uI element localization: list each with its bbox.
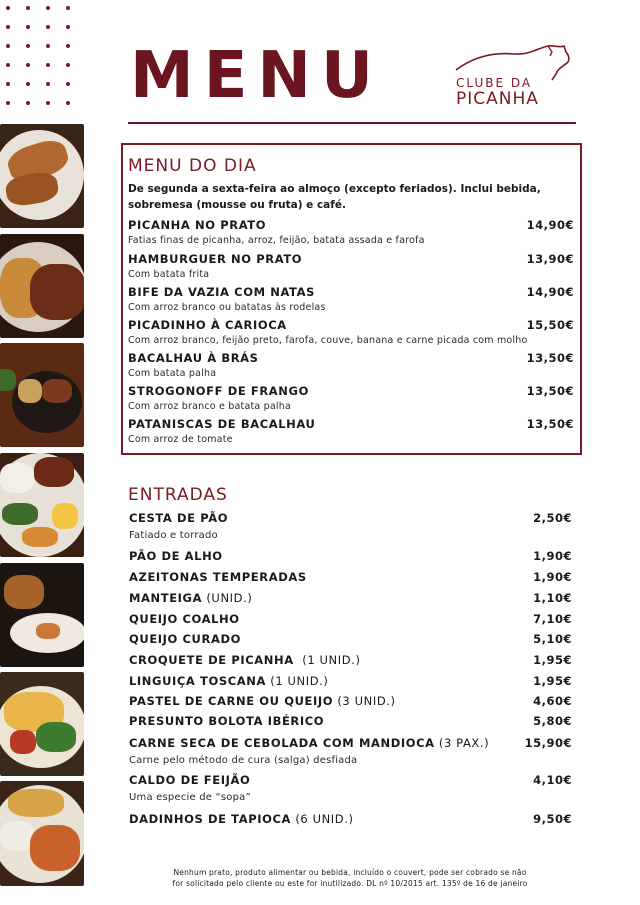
logo-text-line2: PICANHA [456,89,539,109]
legal-footer [150,867,550,889]
menu-do-dia-item-price: 13,50€ [526,384,574,398]
clube-da-picanha-logo [452,44,582,110]
entradas-item-title: LINGUIÇA TOSCANA [129,674,266,688]
pattern-dot [6,101,10,105]
menu-do-dia-item-price: 13,90€ [526,252,574,266]
entradas-item-description: Uma especie de “sopa” [129,792,251,803]
entradas-item-title: CESTA DE PÃO [129,511,229,525]
menu-do-dia-item-description: Com batata frita [128,269,210,280]
pattern-dot [66,63,70,67]
pattern-dot [26,25,30,29]
pattern-dot [46,25,50,29]
menu-do-dia-item-description: Com arroz branco, feijão preto, farofa, couve, banana e carne picada com molho [128,335,528,346]
entradas-item-title: PÃO DE ALHO [129,549,223,563]
pattern-dot [46,44,50,48]
pattern-dot [66,82,70,86]
menu-do-dia-item-description: Com arroz branco ou batatas às rodelas [128,302,326,313]
menu-do-dia-intro: De segunda a sexta-feira ao almoço (excepto feriados). Inclui bebida, sobremesa (mousse ou fruta) e café. [128,183,541,211]
footer-line-1: Nenhum prato, produto alimentar ou bebida, incluído o couvert, pode ser cobrado se não [173,868,527,877]
pattern-dot [46,6,50,10]
pattern-dot [66,44,70,48]
pattern-dot [46,101,50,105]
entradas-item-price: 9,50€ [533,812,572,826]
menu-do-dia-item-name: PICANHA NO PRATO [128,218,267,232]
entradas-item-title: QUEIJO CURADO [129,632,241,646]
entradas-item-price: 1,90€ [533,549,572,563]
entradas-item-price: 5,10€ [533,632,572,646]
entradas-item-title: PASTEL DE CARNE OU QUEIJO [129,694,334,708]
menu-do-dia-item-price: 14,90€ [526,285,574,299]
food-photo-toast [0,124,84,228]
pattern-dot [66,101,70,105]
entradas-item-price: 2,50€ [533,511,572,525]
pattern-dot [46,63,50,67]
entradas-item-price: 1,90€ [533,570,572,584]
entradas-item-price: 4,60€ [533,694,572,708]
entradas-item-name [129,653,361,667]
footer-line-2: for solicitado pelo cliente ou este for inutilizado. DL nº 10/2015 art. 135º de 16 de janeiro [172,879,528,888]
entradas-item-name [129,612,240,626]
pattern-dot [6,6,10,10]
entradas-item-name [129,736,489,750]
food-photo-feijoada [0,343,84,447]
menu-do-dia-item-description: Fatias finas de picanha, arroz, feijão, batata assada e farofa [128,235,425,246]
pattern-dot [26,63,30,67]
entradas-item-quantity: (3 PAX.) [434,736,490,750]
entradas-item-name [129,674,329,688]
entradas-item-title: QUEIJO COALHO [129,612,240,626]
entradas-item-name [129,570,307,584]
pattern-dot [6,25,10,29]
entradas-item-title: CARNE SECA DE CEBOLADA COM MANDIOCA [129,736,435,750]
entradas-item-title: CALDO DE FEIJÃO [129,773,251,787]
entradas-item-price: 1,10€ [533,591,572,605]
entradas-item-title: AZEITONAS TEMPERADAS [129,570,307,584]
dot-pattern [6,6,86,106]
menu-do-dia-item-name: HAMBURGUER NO PRATO [128,252,303,266]
entradas-item-title: PRESUNTO BOLOTA IBÉRICO [129,714,325,728]
entradas-item-quantity: (UNID.) [202,591,253,605]
menu-do-dia-item-description: Com arroz branco e batata palha [128,401,291,412]
section-title-entradas: ENTRADAS [128,485,228,505]
entradas-item-name [129,694,396,708]
entradas-item-quantity: (1 UNID.) [293,653,361,667]
entradas-item-price: 5,80€ [533,714,572,728]
food-photo-strogonoff [0,781,84,886]
entradas-item-price: 4,10€ [533,773,572,787]
entradas-item-title: MANTEIGA [129,591,203,605]
menu-do-dia-item-price: 14,90€ [526,218,574,232]
pattern-dot [66,6,70,10]
entradas-item-description: Carne pelo método de cura (salga) desfiada [129,755,358,766]
entradas-item-quantity: (6 UNID.) [291,812,354,826]
food-photo-meat-fries [0,234,84,338]
entradas-item-quantity: (1 UNID.) [266,674,329,688]
pattern-dot [26,44,30,48]
menu-do-dia-item-name: BACALHAU À BRÁS [128,351,259,365]
pattern-dot [26,82,30,86]
entradas-item-name [129,812,354,826]
title-divider [128,122,576,124]
food-photo-croquettes [0,563,84,667]
pattern-dot [46,82,50,86]
entradas-item-title: DADINHOS DE TAPIOCA [129,812,292,826]
menu-do-dia-item-price: 13,50€ [526,351,574,365]
logo-text-line1: CLUBE DA [456,76,533,90]
menu-do-dia-item-description: Com arroz de tomate [128,434,233,445]
pattern-dot [6,44,10,48]
page-title: MENU [130,39,383,113]
entradas-item-name [129,591,252,605]
menu-do-dia-item-description: Com batata palha [128,368,217,379]
entradas-item-price: 1,95€ [533,674,572,688]
menu-do-dia-item-name: BIFE DA VAZIA COM NATAS [128,285,315,299]
menu-do-dia-item-name: STROGONOFF DE FRANGO [128,384,309,398]
menu-do-dia-item-name: PICADINHO À CARIOCA [128,318,287,332]
entradas-item-price: 7,10€ [533,612,572,626]
menu-do-dia-item-price: 13,50€ [526,417,574,431]
pattern-dot [26,101,30,105]
entradas-item-title: CROQUETE DE PICANHA [129,653,294,667]
pattern-dot [26,6,30,10]
section-title-menu-do-dia: MENU DO DIA [128,156,257,176]
food-photo-rice-egg [0,453,84,557]
entradas-item-name [129,714,324,728]
entradas-item-price: 15,90€ [524,736,572,750]
entradas-item-price: 1,95€ [533,653,572,667]
food-photo-chips [0,672,84,776]
pattern-dot [6,82,10,86]
entradas-item-name [129,511,228,525]
entradas-item-quantity: (3 UNID.) [333,694,396,708]
entradas-item-name [129,632,241,646]
pattern-dot [6,63,10,67]
entradas-item-name [129,549,223,563]
menu-do-dia-item-price: 15,50€ [526,318,574,332]
menu-do-dia-item-name: PATANISCAS DE BACALHAU [128,417,316,431]
pattern-dot [66,25,70,29]
entradas-item-name [129,773,250,787]
entradas-item-description: Fatiado e torrado [129,530,218,541]
